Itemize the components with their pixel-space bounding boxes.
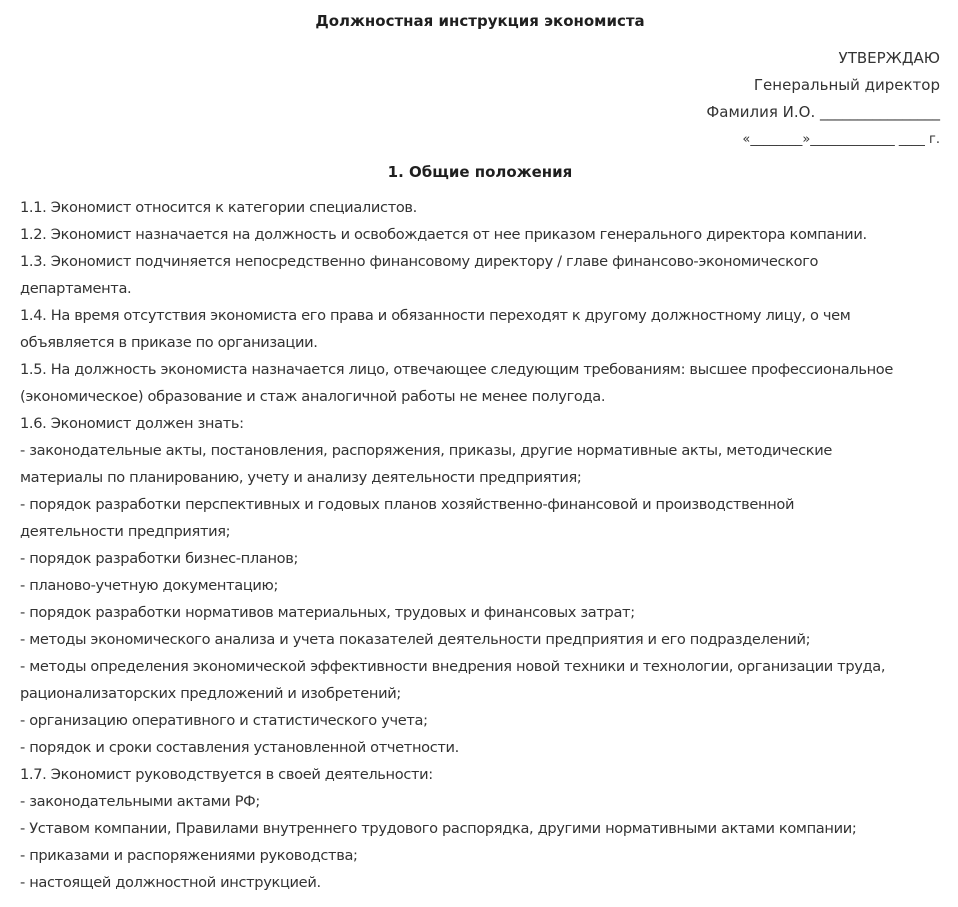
list-item: - порядок разработки перспективных и годовых планов хозяйственно-финансовой и производственной: [20, 496, 795, 513]
list-item: - порядок и сроки составления установленной отчетности.: [20, 739, 459, 756]
text-line: 1.3. Экономист подчиняется непосредственно финансовому директору / главе финансово-экономического: [20, 253, 819, 270]
approver-name-line: Фамилия И.О. ________________: [706, 103, 940, 121]
document-body: [20, 194, 945, 896]
text-line: (экономическое) образование и стаж аналогичной работы не менее полугода.: [20, 388, 606, 405]
list-item-continuation: деятельности предприятия;: [20, 523, 231, 540]
document-title: Должностная инструкция экономиста: [315, 12, 645, 30]
list-item: - законодательные акты, постановления, распоряжения, приказы, другие нормативные акты, методические: [20, 442, 832, 459]
list-item-continuation: материалы по планированию, учету и анализу деятельности предприятия;: [20, 469, 582, 486]
text-line: 1.5. На должность экономиста назначается лицо, отвечающее следующим требованиям: высшее профессиональное: [20, 361, 893, 378]
text-line: 1.4. На время отсутствия экономиста его права и обязанности переходят к другому должностному лицу, о чем: [20, 307, 851, 324]
text-line: 1.1. Экономист относится к категории специалистов.: [20, 199, 417, 216]
approval-label: УТВЕРЖДАЮ: [838, 49, 940, 67]
text-line: 1.6. Экономист должен знать:: [20, 415, 244, 432]
list-item: - законодательными актами РФ;: [20, 793, 260, 810]
list-item: - организацию оперативного и статистического учета;: [20, 712, 428, 729]
list-item: - порядок разработки нормативов материальных, трудовых и финансовых затрат;: [20, 604, 635, 621]
section-heading: 1. Общие положения: [387, 163, 573, 181]
list-item: - методы определения экономической эффективности внедрения новой техники и технологии, организации труда,: [20, 658, 886, 675]
list-item: - планово-учетную документацию;: [20, 577, 279, 594]
text-line: объявляется в приказе по организации.: [20, 334, 318, 351]
text-line: департамента.: [20, 280, 132, 297]
list-item: - методы экономического анализа и учета показателей деятельности предприятия и его подразделений;: [20, 631, 811, 648]
approval-block: [706, 45, 940, 153]
list-item: - порядок разработки бизнес-планов;: [20, 550, 299, 567]
text-line: 1.7. Экономист руководствуется в своей деятельности:: [20, 766, 433, 783]
text-line: 1.2. Экономист назначается на должность и освобождается от нее приказом генерального директора компании.: [20, 226, 867, 243]
list-item: - приказами и распоряжениями руководства;: [20, 847, 358, 864]
list-item: - настоящей должностной инструкцией.: [20, 874, 321, 891]
list-item: - Уставом компании, Правилами внутреннего трудового распорядка, другими нормативными актами компании;: [20, 820, 857, 837]
approver-position: Генеральный директор: [753, 76, 940, 94]
list-item-continuation: рационализаторских предложений и изобретений;: [20, 685, 401, 702]
approval-date-line: «________»_____________ ____ г.: [742, 132, 940, 147]
